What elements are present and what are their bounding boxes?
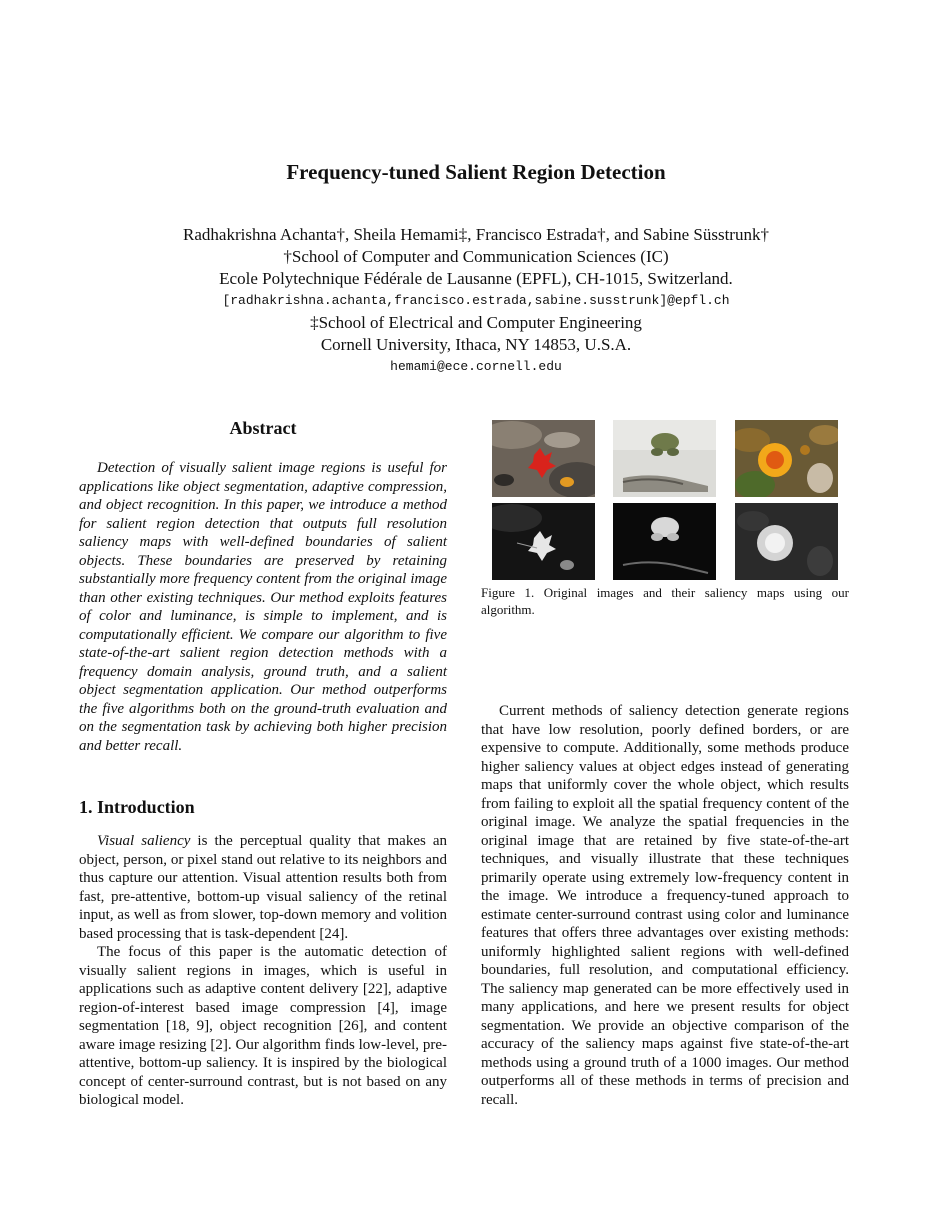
- affiliation-institution-epfl: Ecole Polytechnique Fédérale de Lausanne (EPFL), CH-1015, Switzerland.: [219, 269, 733, 288]
- abstract-text: Detection of visually salient image regions is useful for applications like object segmentation, adaptive compression, and object recognition. In this paper, we introduce a method for salient region detection that outputs full resolution saliency maps with well-defined boundaries of salient objects. These boundaries are preserved by retaining substantially more frequency content from the original image than other existing techniques. Our method exploits features of color and luminance, is simple to implement, and is computationally efficient. We compare our algorithm to five state-of-the-art salient region detection methods with a frequency domain analysis, ground truth, and a salient object segmentation application. Our method outperforms the five algorithms both on the ground-truth evaluation and on the segmentation task by achieving both higher precision and better recall.: [79, 460, 447, 754]
- intro-paragraph-2: The focus of this paper is the automatic detection of visually salient regions in images, which is useful in applications such as adaptive content delivery [22], adaptive region-of-interest based image compression [4], image segmentation [18, 9], object recognition [26], and content aware image resizing [2]. Our algorithm finds low-level, pre-attentive, bottom-up saliency. It is inspired by the biological concept of center-surround contrast, but is not based on any biological model.: [79, 944, 447, 1108]
- affiliation-institution-cornell: Cornell University, Ithaca, NY 14853, U.S.A.: [320, 335, 632, 354]
- image-frog-original: [613, 420, 716, 497]
- image-yellow-flower-saliency-map: [735, 503, 838, 580]
- right-paragraph-1: Current methods of saliency detection generate regions that have low resolution, poorly defined borders, or are expensive to compute. Additionally, some methods produce higher saliency values at object edges instead of generating maps that uniformly cover the whole object, which results from failing to exploit all the spatial frequency content of the original image. We analyze the spatial frequencies in the original image that are retained by five state-of-the-art techniques, and visually illustrate that these techniques primarily operate using extremely low-frequency content in the image. We introduce a frequency-tuned approach to estimate center-surround contrast using color and luminance features that offers three advantages over existing methods: uniformly highlighted salient regions with well-defined boundaries, full resolution, and computational efficiency. The saliency map generated can be more effectively used in many applications, and here we present results for object segmentation. We provide an objective comparison of the accuracy of the saliency maps against five state-of-the-art methods using a ground truth of a 1000 images. Our method outperforms all of these methods in terms of precision and recall.: [481, 703, 849, 1108]
- paper-title: Frequency-tuned Salient Region Detection: [286, 160, 666, 184]
- image-yellow-flower-original: [735, 420, 838, 497]
- intro-paragraph-1-text: is the perceptual quality that makes an object, person, or pixel stand out relative to its neighbors and thus capture our attention. Visual attention results both from fast, pre-attentive, bottom-up visual saliency of the retinal input, as well as from slower, top-down memory and volition based processing that is task-dependent [24].: [79, 833, 448, 942]
- authors-line: Radhakrishna Achanta†, Sheila Hemami‡, Francisco Estrada†, and Sabine Süsstrunk†: [183, 225, 769, 244]
- section-heading-introduction: 1. Introduction: [79, 797, 195, 817]
- intro-paragraph-1: [79, 832, 447, 943]
- right-column-body: [481, 702, 849, 1109]
- figure-1-caption: Figure 1. Original images and their saliency maps using our algorithm.: [481, 585, 849, 617]
- figure-1-image-grid: [492, 420, 838, 580]
- image-maple-leaf-saliency-map: [492, 503, 595, 580]
- affiliation-school-cornell: ‡School of Electrical and Computer Engineering: [310, 313, 642, 332]
- introduction-body: [79, 832, 447, 1110]
- email-epfl: [radhakrishna.achanta,francisco.estrada,sabine.susstrunk]@epfl.ch: [222, 293, 730, 308]
- author-block: [0, 224, 952, 378]
- affiliation-school-epfl: †School of Computer and Communication Sciences (IC): [283, 247, 669, 266]
- image-frog-saliency-map: [613, 503, 716, 580]
- intro-term-visual-saliency: Visual saliency: [97, 833, 191, 849]
- abstract-heading: Abstract: [229, 418, 297, 438]
- image-maple-leaf-original: [492, 420, 595, 497]
- email-cornell: hemami@ece.cornell.edu: [390, 359, 562, 374]
